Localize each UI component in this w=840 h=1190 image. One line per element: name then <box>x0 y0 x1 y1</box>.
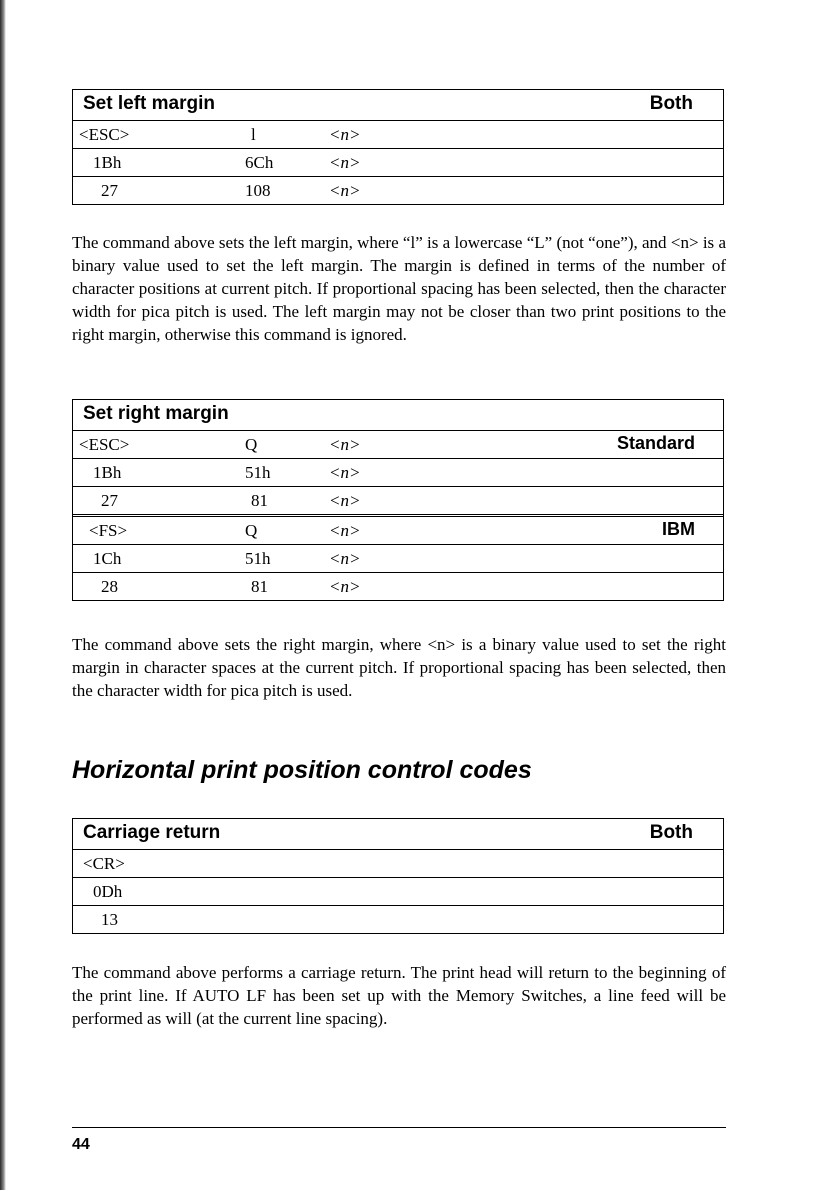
table-title: Set right margin <box>83 403 229 424</box>
table-row <box>73 544 723 572</box>
cell-code: 27 <box>101 491 118 510</box>
set-right-margin-table <box>72 399 724 601</box>
table-row <box>73 431 723 458</box>
cell-param: <n> <box>329 577 361 596</box>
mode-label-standard: Standard <box>616 433 695 453</box>
cell-char: 6Ch <box>245 153 274 172</box>
table-row <box>73 148 723 176</box>
cell-char: 51h <box>245 463 271 482</box>
right-margin-description: The command above sets the right margin, where <n> is a binary value used to set the right margin in character spaces at the current pitch. If proportional spacing has been selected, then the character width for pica pitch is used. <box>72 635 726 700</box>
cell-code: <CR> <box>83 854 125 873</box>
table-title: Carriage return <box>83 822 221 843</box>
cell-char: 81 <box>251 491 268 510</box>
cell-param: <n> <box>329 153 361 172</box>
carriage-return-description: The command above performs a carriage return. The print head will return to the beginning of the print line. If AUTO LF has been set up with the Memory Switches, a line feed will be performed as will (at the current line spacing). <box>72 963 726 1028</box>
cell-param: <n> <box>329 521 361 540</box>
table-row <box>73 514 723 544</box>
table-row <box>73 121 723 148</box>
cell-code: 1Ch <box>93 549 122 568</box>
page-edge-shadow <box>0 0 6 1190</box>
cell-char: 108 <box>245 181 271 200</box>
cell-code: <ESC> <box>79 435 130 454</box>
table-row <box>73 176 723 204</box>
cell-code: 1Bh <box>93 463 122 482</box>
cell-char: 81 <box>251 577 268 596</box>
cell-code: 0Dh <box>93 882 123 901</box>
carriage-return-table <box>72 818 724 934</box>
cell-param: <n> <box>329 181 361 200</box>
mode-label: Both <box>649 822 693 843</box>
table-header <box>73 400 723 431</box>
cell-code: 27 <box>101 181 118 200</box>
cell-param: <n> <box>329 491 361 510</box>
table-row <box>73 877 723 905</box>
section-heading: Horizontal print position control codes <box>72 756 532 784</box>
cell-param: <n> <box>329 435 361 454</box>
cell-code: 28 <box>101 577 118 596</box>
page-number: 44 <box>72 1136 90 1153</box>
cell-code: <FS> <box>89 521 128 540</box>
table-row <box>73 850 723 877</box>
table-header <box>73 90 723 121</box>
cell-code: 1Bh <box>93 153 122 172</box>
cell-char: Q <box>245 435 258 454</box>
mode-label: Both <box>649 93 693 114</box>
cell-char: l <box>251 125 256 144</box>
cell-param: <n> <box>329 463 361 482</box>
mode-label-ibm: IBM <box>662 519 695 539</box>
cell-param: <n> <box>329 125 361 144</box>
table-title: Set left margin <box>83 93 215 114</box>
footer-rule <box>72 1127 726 1128</box>
table-row <box>73 572 723 600</box>
table-row <box>73 905 723 933</box>
cell-char: Q <box>245 521 258 540</box>
cell-param: <n> <box>329 549 361 568</box>
table-row <box>73 458 723 486</box>
table-row <box>73 486 723 514</box>
cell-char: 51h <box>245 549 271 568</box>
left-margin-description: The command above sets the left margin, where “l” is a lowercase “L” (not “one”), and <n> is a binary value used to set the left margin. The margin is defined in terms of the number of character positions at current pitch. If proportional spacing has been selected, then the character width for pica pitch is used. The left margin may not be closer than two print positions to the right margin, otherwise this command is ignored. <box>72 233 726 344</box>
set-left-margin-table <box>72 89 724 205</box>
table-header <box>73 819 723 850</box>
cell-code: <ESC> <box>79 125 130 144</box>
cell-code: 13 <box>101 910 118 929</box>
